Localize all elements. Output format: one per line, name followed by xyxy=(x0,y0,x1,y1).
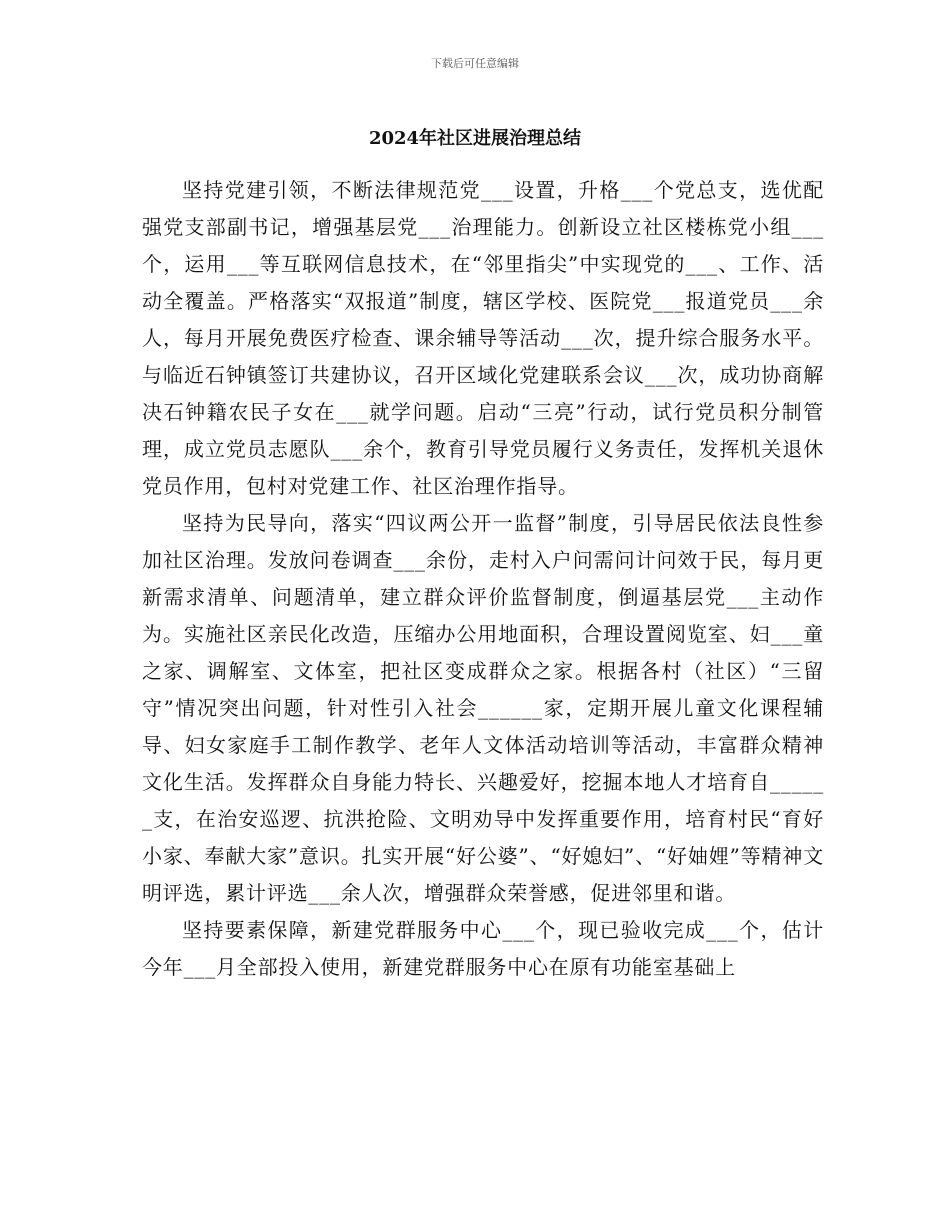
paragraph-people-oriented: 坚持为民导向，落实“四议两公开一监督”制度，引导居民依法良性参加社区治理。发放问卷调查___余份，走村入户问需问计问效于民，每月更新需求清单、问题清单，建立群众评价监督制度，倒逼基层党___主动作为。实施社区亲民化改造，压缩办公用地面积，合理设置阅览室、妇___童之家、调解室、文体室，把社区变成群众之家。根据各村（社区）“三留守”情况突出问题，针对性引入社会______家，定期开展儿童文化课程辅导、妇女家庭手工制作教学、老年人文体活动培训等活动，丰富群众精神文化生活。发挥群众自身能力特长、兴趣爱好，挖掘本地人才培育自______支，在治安巡逻、抗洪抢险、文明劝导中发挥重要作用，培育村民“育好小家、奉献大家”意识。扎实开展“好公婆”、“好媳妇”、“好妯娌”等精神文明评选，累计评选___余人次，增强群众荣誉感，促进邻里和谐。 xyxy=(142,511,824,905)
document-body xyxy=(142,172,824,986)
document-title: 2024年社区进展治理总结 xyxy=(368,128,582,149)
paragraph-resource-guarantee: 坚持要素保障，新建党群服务中心___个，现已验收完成___个，估计今年___月全部投入使用，新建党群服务中心在原有功能室基础上 xyxy=(142,918,824,979)
page-header: 下载后可任意编辑 xyxy=(431,57,519,70)
paragraph-party-building: 坚持党建引领，不断法律规范党___设置，升格___个党总支，选优配强党支部副书记，增强基层党___治理能力。创新设立社区楼栋党小组___个，运用___等互联网信息技术，在“邻里指尖”中实现党的___、工作、活动全覆盖。严格落实“双报道”制度，辖区学校、医院党___报道党员___余人，每月开展免费医疗检查、课余辅导等活动___次，提升综合服务水平。与临近石钟镇签订共建协议，召开区域化党建联系会议___次，成功协商解决石钟籍农民子女在___就学问题。启动“三亮”行动，试行党员积分制管理，成立党员志愿队___余个，教育引导党员履行义务责任，发挥机关退休党员作用，包村对党建工作、社区治理作指导。 xyxy=(142,178,824,498)
